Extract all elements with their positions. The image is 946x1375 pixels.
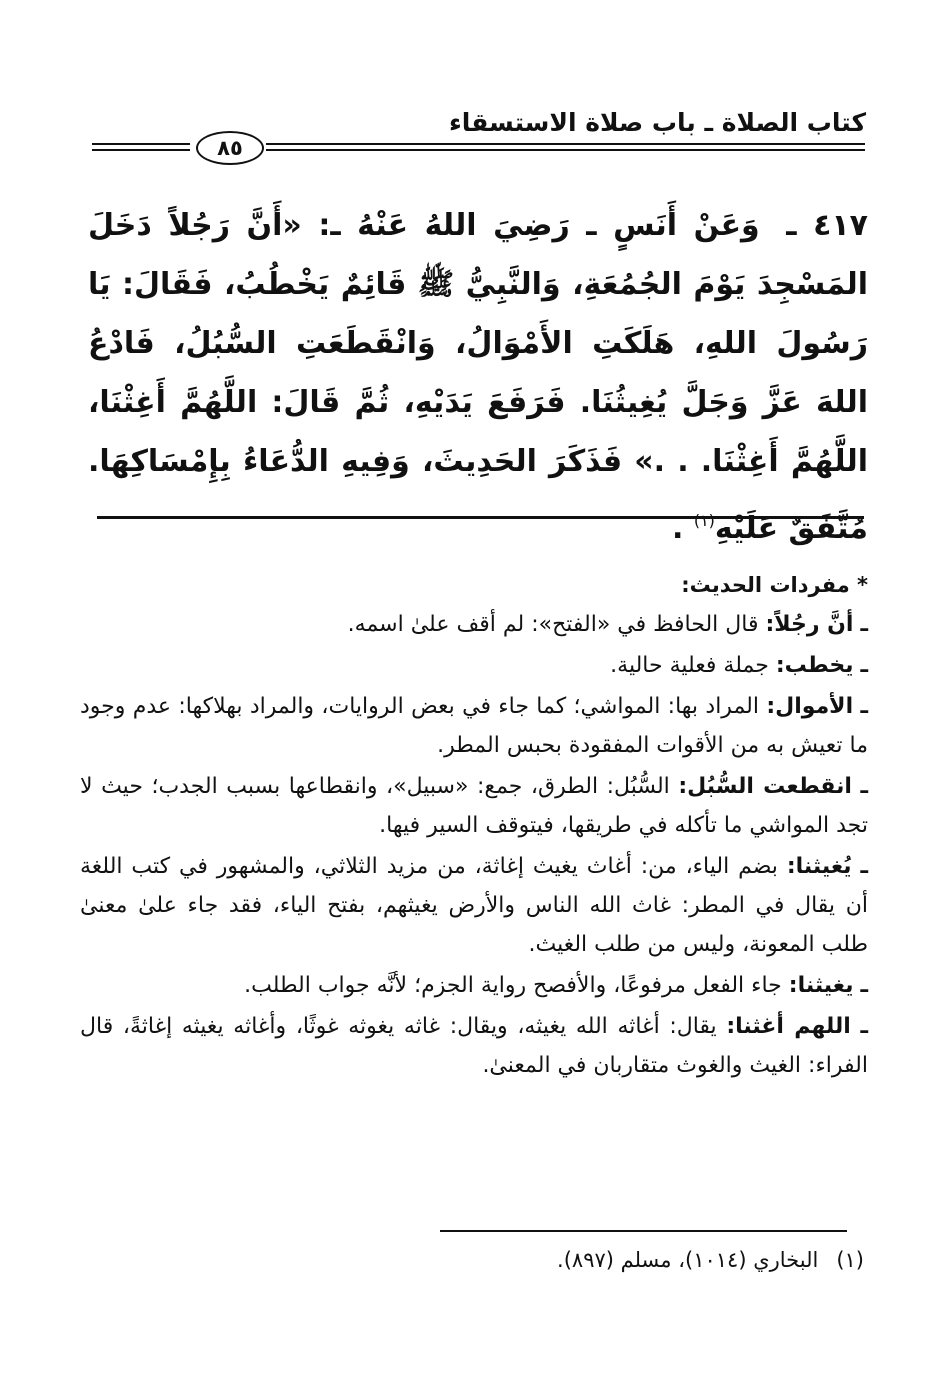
entry-term: يخطب: [775, 653, 854, 678]
entry-term: يُغيثنا: [786, 854, 852, 879]
footnote-separator [440, 1230, 847, 1232]
entry-dash: ـ [860, 1014, 868, 1039]
entry-dash: ـ [860, 612, 868, 637]
header-double-rule-right [266, 143, 865, 151]
footnote-text: البخاري (١٠١٤)، مسلم (٨٩٧). [557, 1248, 819, 1272]
entry-text: المراد بها: المواشي؛ كما جاء في بعض الروايات، والمراد بهلاكها: عدم وجود ما تعيش به من الأقوات المفقودة بحبس المطر. [80, 694, 868, 758]
entry-dash: ـ [860, 774, 868, 799]
entry-dash: ـ [860, 653, 868, 678]
entry-text: جاء الفعل مرفوعًا، والأفصح رواية الجزم؛ لأنَّه جواب الطلب. [244, 973, 782, 998]
header-rule [92, 131, 865, 171]
vocabulary-entry [80, 646, 868, 685]
entry-term: الأموال: [766, 694, 854, 719]
footnote [557, 1248, 864, 1272]
running-title: كتاب الصلاة ـ باب صلاة الاستسقاء [448, 108, 866, 137]
entry-text: بضم الياء، من: أغاث يغيث إغاثة، من مزيد الثلاثي، والمشهور في كتب اللغة أن يقال في المطر: غاث الله الناس والأرض يغيثهم، بفتح الياء، فقد جاء علىٰ معنىٰ طلب المعونة، وليس من طلب الغيث. [80, 854, 868, 957]
entry-term: اللهم أغثنا: [726, 1014, 851, 1039]
entry-dash: ـ [860, 694, 868, 719]
vocabulary-entry [80, 847, 868, 964]
hadith-text-block [88, 196, 868, 558]
entry-text: يقال: أغاثه الله يغيثه، ويقال: غاثه يغوثه غوثًا، وأغاثه يغيثه إغاثةً، قال الفراء: الغيث والغوث متقاربان في المعنىٰ. [80, 1014, 868, 1078]
entry-term: أنَّ رجُلاً: [765, 612, 854, 637]
footnote-reference: (١) [693, 511, 715, 530]
header-double-rule-left [92, 143, 190, 151]
vocabulary-entry [80, 1007, 868, 1085]
section-divider [97, 516, 864, 519]
entry-dash: ـ [860, 973, 868, 998]
hadith-text: وَعَنْ أَنَسٍ ـ رَضِيَ اللهُ عَنْهُ ـ: «أَنَّ رَجُلاً دَخَلَ المَسْجِدَ يَوْمَ الجُمُعَةِ، وَالنَّبِيُّ ﷺ قَائِمٌ يَخْطُبُ، فَقَالَ: يَا رَسُولَ اللهِ، هَلَكَتِ الأَمْوَالُ، وَانْقَطَعَتِ السُّبُلُ، فَادْعُ اللهَ عَزَّ وَجَلَّ يُغِيثُنَا. فَرَفَعَ يَدَيْهِ، ثُمَّ قَالَ: اللَّهُمَّ أَغِثْنَا، اللَّهُمَّ أَغِثْنَا. . .» فَذَكَرَ الحَدِيثَ، وَفِيهِ الدُّعَاءُ بِإِمْسَاكِهَا. مُتَّفَقٌ عَلَيْهِ [88, 208, 868, 546]
entry-term: يغيثنا: [788, 973, 854, 998]
entry-term: انقطعت السُّبُل: [678, 774, 852, 799]
entry-text: قال الحافظ في «الفتح»: لم أقف علىٰ اسمه. [347, 612, 759, 637]
hadith-end-mark: . [671, 511, 684, 546]
hadith-number: ٤١٧ ـ [786, 208, 868, 243]
vocabulary-entry [80, 767, 868, 845]
vocabulary-entry [80, 966, 868, 1005]
page-number: ٨٥ [196, 131, 264, 165]
vocabulary-entry [80, 687, 868, 765]
footnote-mark: (١) [836, 1248, 864, 1272]
vocabulary-section [80, 565, 868, 1087]
vocabulary-entry [80, 605, 868, 644]
vocabulary-title: * مفردات الحديث: [681, 573, 868, 597]
entry-text: جملة فعلية حالية. [610, 653, 769, 678]
entry-dash: ـ [860, 854, 868, 879]
entry-text: السُّبُل: الطرق، جمع: «سبيل»، وانقطاعها بسبب الجدب؛ حيث لا تجد المواشي ما تأكله في طريقها، فيتوقف السير فيها. [80, 774, 868, 838]
